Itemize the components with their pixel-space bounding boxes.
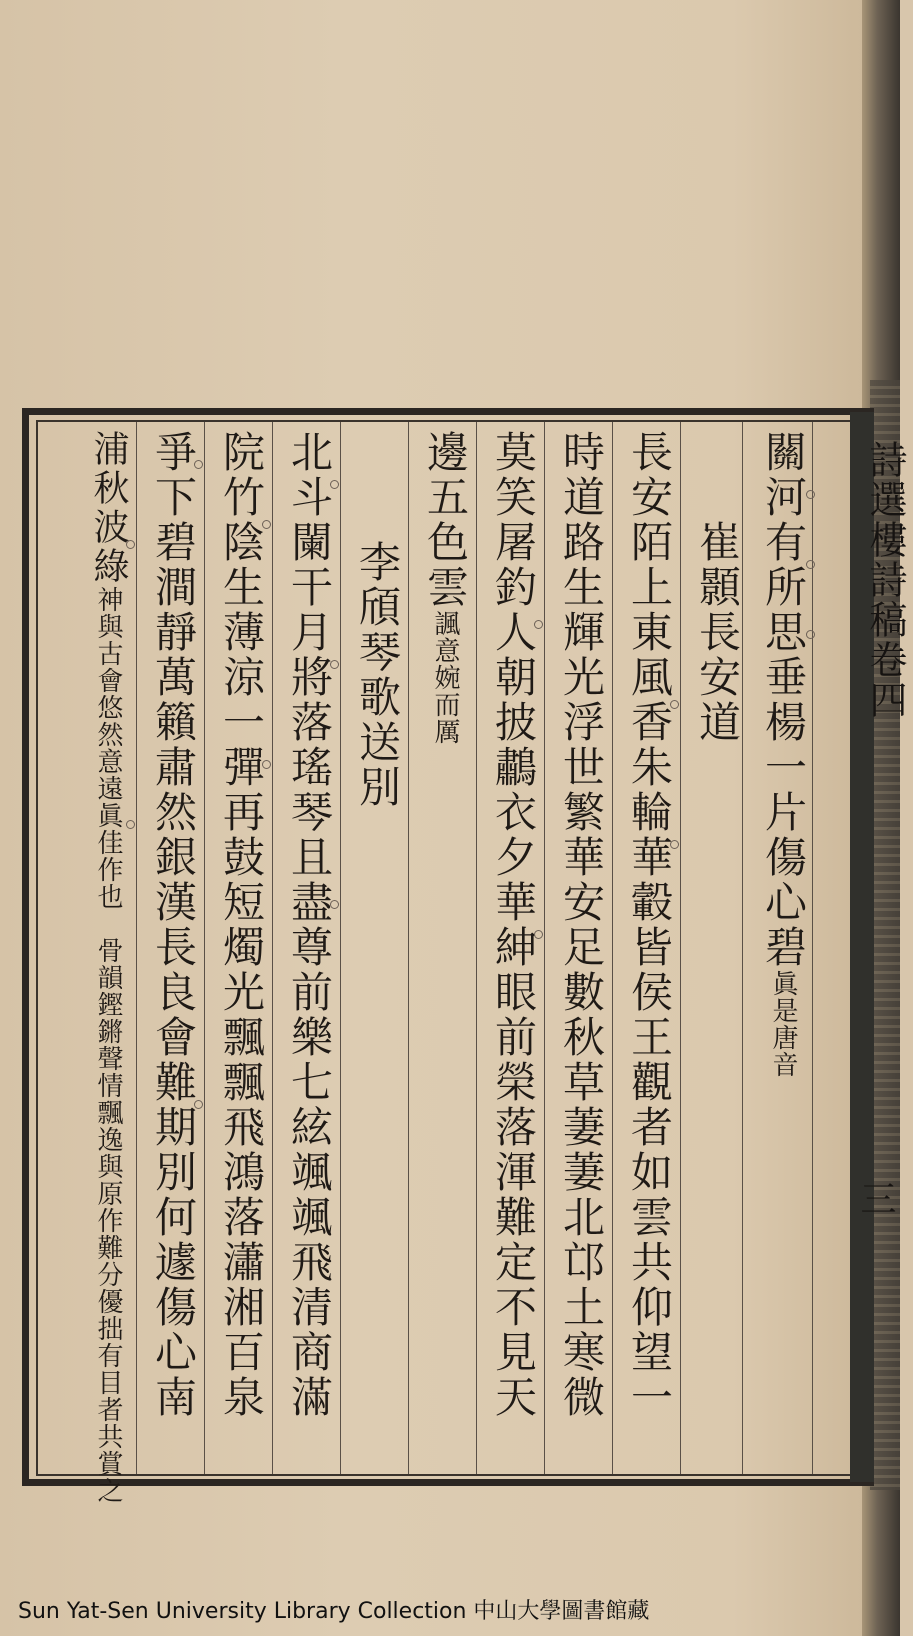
punctuation-mark [806,490,815,499]
text-column: 時道路生輝光浮世繁華安足數秋草萋萋北邙土寒微 [557,430,606,1420]
text-column: 院竹陰生薄涼一彈再鼓短燭光飄飄飛鴻落瀟湘百泉 [217,430,266,1420]
punctuation-mark [806,630,815,639]
running-header: 詩選樓詩稿卷四 [863,440,907,720]
library-credit: Sun Yat-Sen University Library Collection 中山大學圖書館藏 [18,1599,650,1624]
text-column: 李頎琴歌送別 [353,540,402,810]
column-rule [272,422,273,1474]
column-rule [476,422,477,1474]
text-column: 浦秋波綠神與古會悠然意遠眞佳作也 骨韻鏗鏘聲情飄逸與原作難分優拙有目者共賞之 [88,430,129,1504]
punctuation-mark [194,1100,203,1109]
text-column: 莫笑屠釣人朝披鷫衣夕華紳眼前榮落渾難定不見天 [489,430,538,1420]
punctuation-mark [330,900,339,909]
column-rule [812,422,813,1474]
punctuation-mark [534,620,543,629]
column-rule [680,422,681,1474]
text-column: 崔顥長安道 [693,520,742,745]
punctuation-mark [194,460,203,469]
punctuation-mark [126,820,135,829]
punctuation-mark [806,560,815,569]
column-rule [408,422,409,1474]
column-rule [612,422,613,1474]
text-column: 長安陌上東風香朱輪華轂皆侯王觀者如雲共仰望一 [625,430,674,1420]
punctuation-mark [670,840,679,849]
column-rule [340,422,341,1474]
punctuation-mark [670,700,679,709]
text-column: 邊五色雲諷意婉而厲 [421,430,470,745]
column-rule [204,422,205,1474]
punctuation-mark [330,480,339,489]
column-rule [136,422,137,1474]
column-rule [544,422,545,1474]
text-column: 北斗闌干月將落瑤琴且盡尊前樂七絃颯颯飛清商滿 [285,430,334,1420]
punctuation-mark [262,760,271,769]
punctuation-mark [262,520,271,529]
page-number: 三 [855,1180,896,1216]
punctuation-mark [126,540,135,549]
punctuation-mark [534,930,543,939]
text-column: 關河有所思垂楊一片傷心碧眞是唐音 [759,430,808,1078]
punctuation-mark [330,660,339,669]
text-column: 爭下碧澗靜萬籟肅然銀漢長良會難期別何遽傷心南 [149,430,198,1420]
